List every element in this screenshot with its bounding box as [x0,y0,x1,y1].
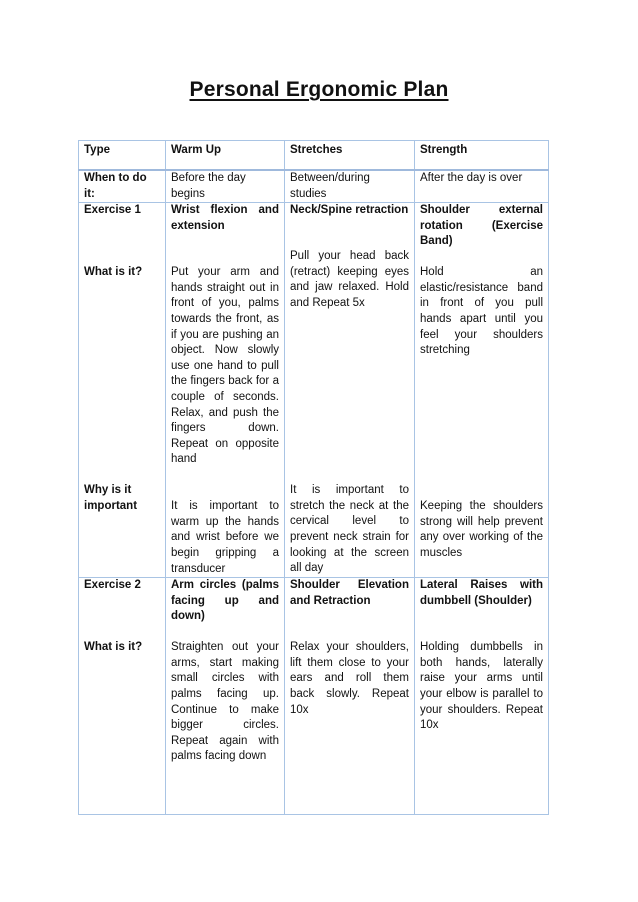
header-type: Type [79,141,166,171]
exercise2-label-cell [79,578,166,815]
exercise1-strength-why: Keeping the shoulders strong will help prevent any over working of the muscles [420,500,543,559]
exercise1-what-label: What is it? [84,266,143,279]
header-warm-up: Warm Up [166,141,285,171]
exercise1-row [79,203,549,578]
exercise2-warm-up-what: Straighten out your arms, start making small circles with palms facing up. Continue to make bigger circles. Repeat again with palms facing down [171,641,279,763]
ergonomic-plan-table [78,140,549,815]
exercise2-row [79,578,549,815]
exercise1-strength-what: Hold an elastic/resistance band in front of you pull hands apart until you feel your shoulders stretching [420,266,543,357]
exercise1-label: Exercise 1 [84,204,141,217]
exercise2-warm-up-name: Arm circles (palms facing up and down) [171,579,279,623]
exercise1-stretches-why: It is important to stretch the neck at the cervical level to prevent neck strain for looking at the screen all day [290,484,409,575]
when-warm-up: Before the day begins [166,170,285,203]
exercise1-warm-up-cell [166,203,285,578]
page-title: Personal Ergonomic Plan [189,78,449,101]
exercise1-warm-up-name: Wrist flexion and extension [171,204,279,232]
header-stretches: Stretches [285,141,415,171]
when-strength: After the day is over [415,170,549,203]
header-strength: Strength [415,141,549,171]
exercise2-strength-name: Lateral Raises with dumbbell (Shoulder) [420,579,543,607]
when-stretches: Between/during studies [285,170,415,203]
exercise2-stretches-what: Relax your shoulders, lift them close to your ears and roll them back slowly. Repeat 10x [290,641,409,716]
exercise2-warm-up-cell [166,578,285,815]
exercise2-stretches-cell [285,578,415,815]
exercise1-stretches-what: Pull your head back (retract) keeping eyes and jaw relaxed. Hold and Repeat 5x [290,250,409,309]
exercise1-strength-cell [415,203,549,578]
exercise1-stretches-cell [285,203,415,578]
exercise2-what-label: What is it? [84,641,143,654]
exercise2-strength-what: Holding dumbbells in both hands, laterally raise your arms until your elbow is parallel to your shoulders. Repeat 10x [420,641,543,732]
exercise1-warm-up-what: Put your arm and hands straight out in front of you, palms towards the front, as if you are pushing an object. Now slowly use one hand to pull the fingers back for a couple of seconds. Relax, and push the fingers down. Repeat on opposite hand [171,266,279,466]
exercise1-warm-up-why: It is important to warm up the hands and wrist before we begin gripping a transducer [171,500,279,575]
when-row [79,170,549,203]
when-label: When to do it: [79,170,166,203]
exercise2-stretches-name: Shoulder Elevation and Retraction [290,579,409,607]
header-row [79,141,549,171]
exercise1-label-cell [79,203,166,578]
exercise1-why-label: Why is it important [84,484,138,512]
exercise1-strength-name: Shoulder external rotation (Exercise Band) [420,204,543,248]
exercise1-stretches-name: Neck/Spine retraction [290,204,409,217]
exercise2-label: Exercise 2 [84,579,141,592]
exercise2-strength-cell [415,578,549,815]
